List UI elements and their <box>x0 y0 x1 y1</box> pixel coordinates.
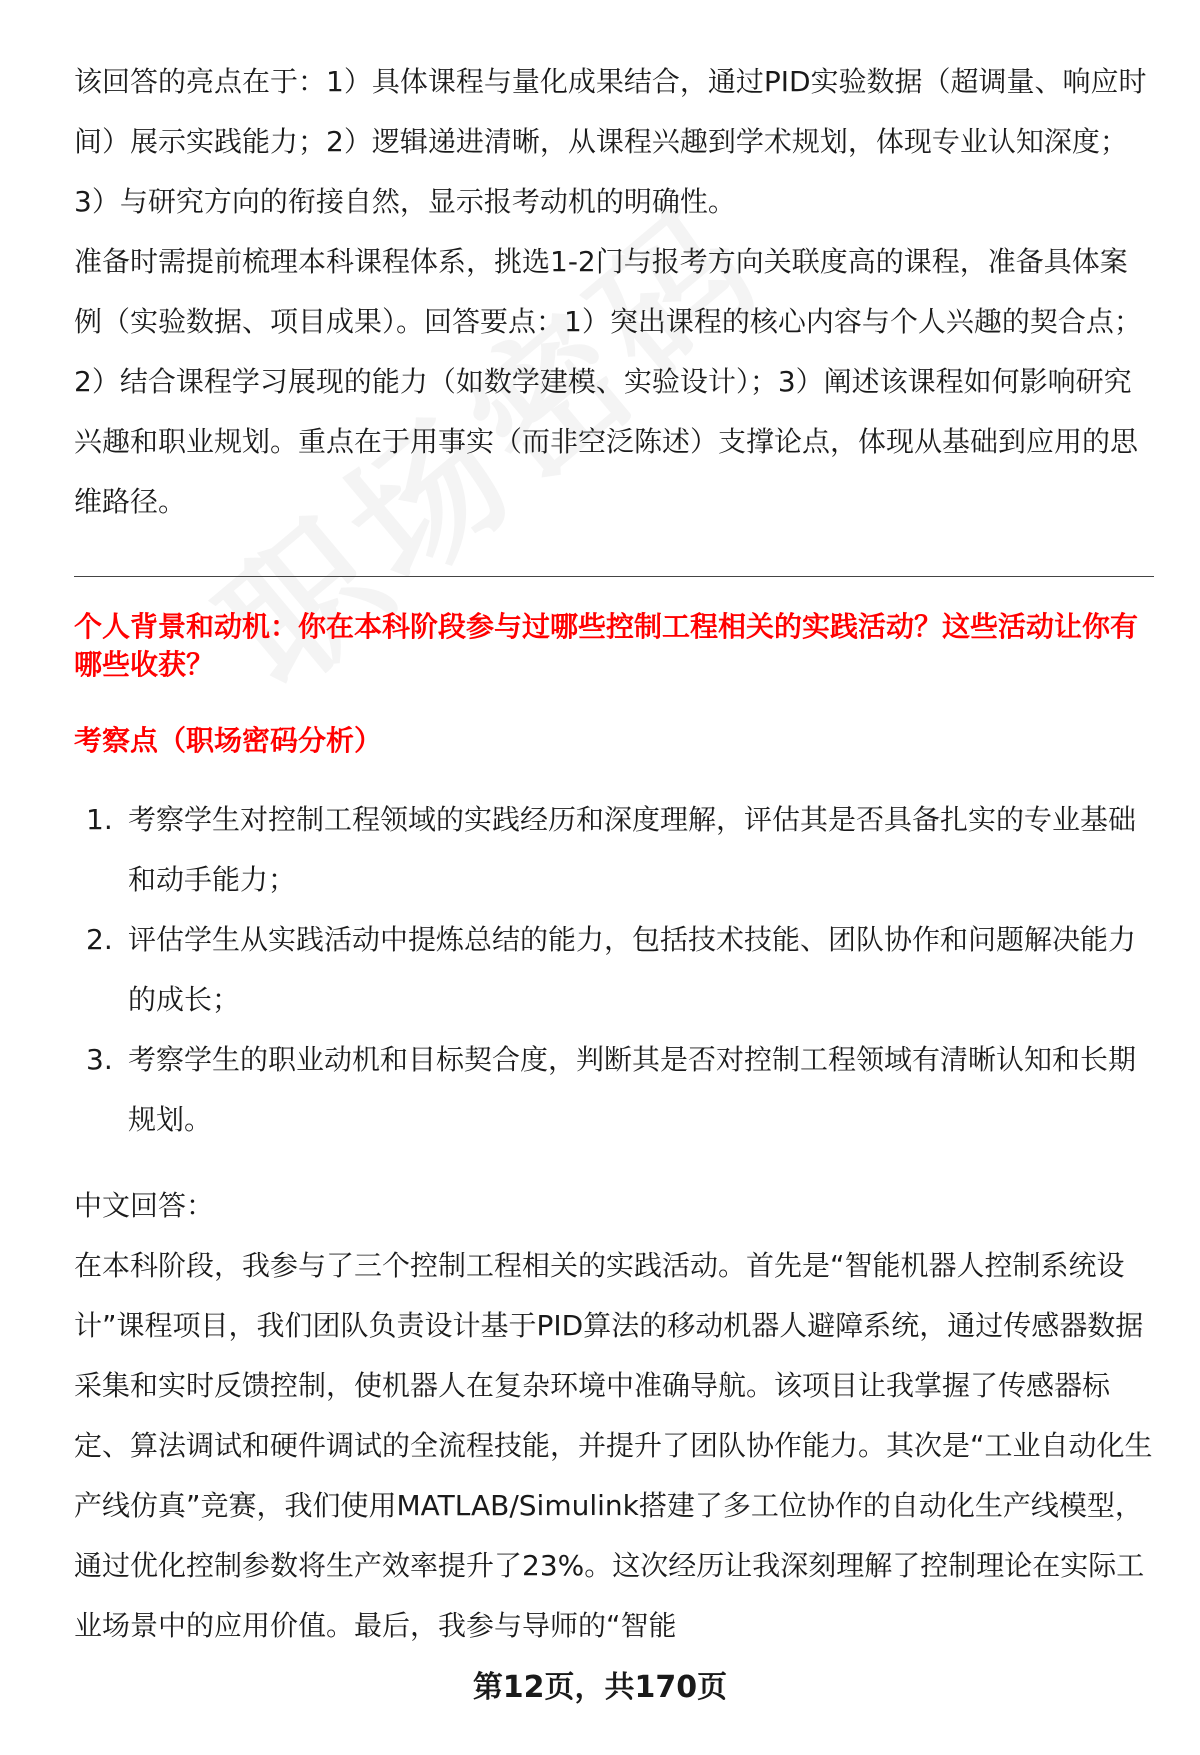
list-item-text: 考察学生的职业动机和目标契合度，判断其是否对控制工程领域有清晰认知和长期规划。 <box>128 1043 1137 1136</box>
assessment-points-list <box>74 790 1154 1150</box>
preparation-paragraph: 准备时需提前梳理本科课程体系，挑选1-2门与报考方向关联度高的课程，准备具体案例（实验数据、项目成果）。回答要点：1）突出课程的核心内容与个人兴趣的契合点；2）结合课程学习展现的能力（如数学建模、实验设计）；3）阐述该课程如何影响研究兴趣和职业规划。重点在于用事实（而非空泛陈述）支撑论点，体现从基础到应用的思维路径。 <box>74 245 1142 518</box>
question-title: 个人背景和动机：你在本科阶段参与过哪些控制工程相关的实践活动？这些活动让你有哪些收获？ <box>74 610 1139 681</box>
list-item-text: 考察学生对控制工程领域的实践经历和深度理解，评估其是否具备扎实的专业基础和动手能力； <box>128 803 1137 896</box>
section-divider <box>74 576 1154 577</box>
list-item <box>74 790 1154 910</box>
list-item-number: 2. <box>86 923 113 956</box>
page-number-footer: 第12页，共170页 <box>472 1670 728 1705</box>
answer-paragraph: 在本科阶段，我参与了三个控制工程相关的实践活动。首先是“智能机器人控制系统设计”课程项目，我们团队负责设计基于PID算法的移动机器人避障系统，通过传感器数据采集和实时反馈控制，使机器人在复杂环境中准确导航。该项目让我掌握了传感器标定、算法调试和硬件调试的全流程技能，并提升了团队协作能力。其次是“工业自动化生产线仿真”竞赛，我们使用MATLAB/Simulink搭建了多工位协作的自动化生产线模型，通过优化控制参数将生产效率提升了23%。这次经历让我深刻理解了控制理论在实际工业场景中的应用价值。最后，我参与导师的“智能 <box>74 1249 1153 1642</box>
list-item-number: 1. <box>86 803 113 836</box>
list-item-text: 评估学生从实践活动中提炼总结的能力，包括技术技能、团队协作和问题解决能力的成长； <box>128 923 1137 1016</box>
analysis-paragraph: 该回答的亮点在于：1）具体课程与量化成果结合，通过PID实验数据（超调量、响应时间）展示实践能力；2）逻辑递进清晰，从课程兴趣到学术规划，体现专业认知深度；3）与研究方向的衔接自然，显示报考动机的明确性。 <box>74 65 1147 218</box>
assessment-points-heading: 考察点（职场密码分析） <box>74 724 383 757</box>
list-item-number: 3. <box>86 1043 113 1076</box>
answer-label: 中文回答： <box>74 1189 215 1222</box>
list-item <box>74 910 1154 1030</box>
list-item <box>74 1030 1154 1150</box>
